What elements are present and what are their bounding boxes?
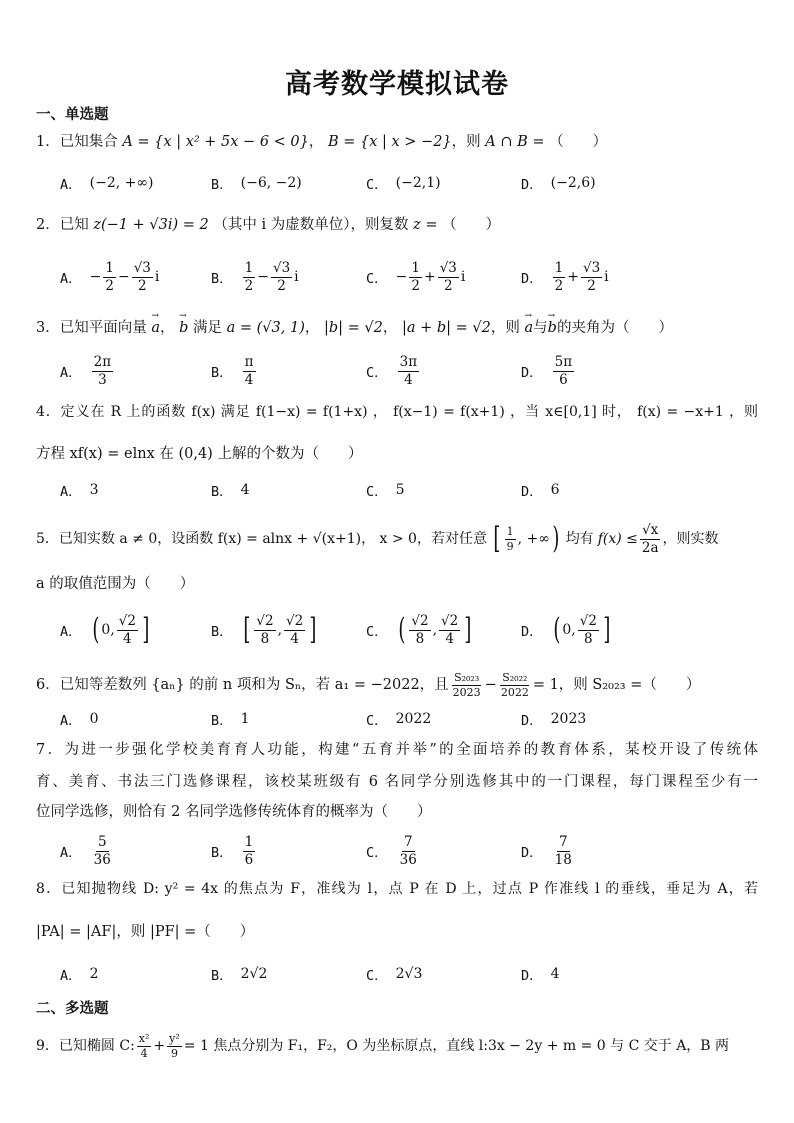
option-d: D． (−2,6): [521, 175, 596, 193]
option-a: A． $\frac{5}{36}$: [60, 834, 111, 868]
question-8-options: [60, 952, 760, 996]
question-1-options: [60, 161, 760, 205]
option-c: C． 5: [366, 482, 405, 500]
option-b: B． $\frac{1}{2}$ − $\frac{√3}{2}$ i: [211, 260, 299, 294]
question-6-options: [60, 697, 760, 741]
option-b: B． $\frac{1}{6}$: [211, 834, 254, 868]
option-a: A． 0: [60, 711, 99, 729]
option-d: D． 6: [521, 482, 560, 500]
option-a: A． (−2, +∞): [60, 175, 154, 193]
option-d: D． $\frac{1}{2}$ + $\frac{√3}{2}$ i: [521, 260, 609, 294]
option-d: D． $\frac{7}{18}$: [521, 834, 572, 868]
question-4-line-1: 4．定义在 R 上的函数 f(x) 满足 f(1−x) = f(1+x) ， f(x−1) = f(x+1) ，当 x∈[0,1] 时， f(x) = −x+1 ，则: [36, 404, 758, 420]
option-c: C． − $\frac{1}{2}$ + $\frac{√3}{2}$ i: [366, 260, 466, 294]
question-3: 3．已知平面向量 → a， → b 满足 a = (√3, 1)， |b| = √2， |a + b| = √2，则 → a与→ b的夹角为（ ）: [36, 321, 758, 336]
option-c: C． $\frac{7}{36}$: [366, 834, 417, 868]
option-c: C． (−2,1): [366, 175, 441, 193]
option-b: B． 4: [211, 482, 250, 500]
option-c: C． 2022: [366, 711, 432, 729]
option-a: A． $\frac{2\pi}{3}$: [60, 354, 112, 388]
option-c: C． $\frac{3\pi}{4}$: [366, 354, 418, 388]
section-multi-choice: 二、多选题: [36, 1001, 109, 1017]
option-a: A． − $\frac{1}{2}$ − $\frac{√3}{2}$ i: [60, 260, 160, 294]
option-b: B． $\frac{\pi}{4}$: [211, 354, 254, 388]
option-d: D． $\frac{5\pi}{6}$: [521, 354, 573, 388]
question-1: 1．已知集合 A = {x | x² + 5x − 6 < 0}， B = {x | x > −2}，则 A ∩ B = （ ）: [36, 134, 608, 150]
option-a: A． 3: [60, 482, 99, 500]
option-d: D． 2023: [521, 711, 587, 729]
option-b: B． 1: [211, 711, 250, 729]
option-b: B． 2√2: [211, 966, 268, 984]
question-9: 9．已知椭圆 C: $\frac{\text{x²}}{4}$ + $\frac{\text{y²}}{9}$ = 1 焦点分别为 F₁，F₂，O 为坐标原点，直线 l:3x − 2y + m = 0 与 C 交于 A，B 两: [36, 1031, 730, 1060]
question-7-line-1: 7．为进一步强化学校美育育人功能，构建“五育并举”的全面培养的教育体系，某校开设了传统体: [36, 742, 758, 758]
question-6: 6．已知等差数列 {aₙ} 的前 n 项和为 Sₙ，若 a₁ = −2022，且 $\frac{\text{S₂₀₂₃}}{2023}$ − $\frac{\text{S₂₀₂₂}}{2022}$ = 1，则 S₂₀₂₃ =（ ）: [36, 670, 701, 699]
question-8-line-2: |PA| = |AF|，则 |PF| =（ ）: [36, 924, 255, 940]
option-c: C． 2√3: [366, 966, 423, 984]
question-7-line-3: 位同学选修，则恰有 2 名同学选修传统体育的概率为（ ）: [36, 804, 432, 820]
option-a: A． 2: [60, 966, 99, 984]
question-7-line-2: 育、美育、书法三门选修课程，该校某班级有 6 名同学分别选修其中的一门课程，每门课程至少有一: [36, 774, 758, 790]
option-b: B． (−6, −2): [211, 175, 302, 193]
page-title: 高考数学模拟试卷: [285, 69, 509, 100]
question-8-line-1: 8．已知抛物线 D: y² = 4x 的焦点为 F，准线为 l，点 P 在 D 上，过点 P 作准线 l 的垂线，垂足为 A，若: [36, 881, 758, 897]
question-4-line-2: 方程 xf(x) = elnx 在 (0,4) 上解的个数为（ ）: [36, 446, 363, 462]
option-d: D． 4: [521, 966, 560, 984]
question-2: 2．已知 z(−1 + √3i) = 2 （其中 i 为虚数单位），则复数 z = （ ）: [36, 217, 501, 233]
question-7-options: [60, 829, 760, 873]
question-2-options: [60, 255, 760, 299]
option-a: A． ( 0, $\frac{√2}{4}$ ]: [60, 612, 150, 647]
question-5-line-2: a 的取值范围为（ ）: [36, 576, 195, 592]
option-b: B． [ $\frac{√2}{8}$ , $\frac{√2}{4}$ ]: [211, 612, 317, 647]
option-d: D． ( 0, $\frac{√2}{8}$ ]: [521, 612, 611, 647]
section-single-choice: 一、单选题: [36, 107, 109, 123]
option-c: C． ( $\frac{√2}{8}$ , $\frac{√2}{4}$ ]: [366, 612, 472, 647]
question-5-options: [60, 608, 760, 652]
question-4-options: [60, 468, 760, 512]
question-5-line-1: 5．已知实数 a ≠ 0，设函数 f(x) = alnx + √(x+1)， x > 0，若对任意 [ $\frac{1}{9}$ , +∞ ) 均有 f(x) ≤ $\frac{√x}{2a}$ ，则实数: [36, 521, 719, 556]
question-3-options: [60, 349, 760, 393]
